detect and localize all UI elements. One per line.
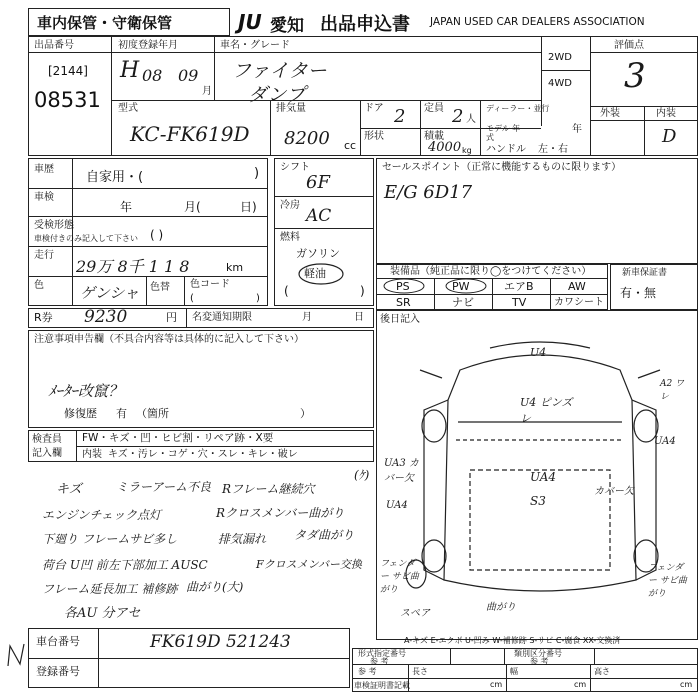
car-grade-value: ダンプ	[248, 84, 306, 106]
comment-f-cross-member: Fクロスメンバー交換	[256, 558, 362, 571]
fuel-label: 燃料	[280, 232, 300, 243]
notes-label: 注意事項申告欄（不具合内容等は具体的に記入して下さい）	[34, 334, 304, 345]
doors-label: ドア	[364, 103, 384, 114]
interior-label: 内装	[656, 108, 676, 119]
diagram-mark-a2: A2 ワレ	[660, 379, 685, 402]
repair-close: ）	[300, 407, 311, 420]
first-reg-year: 08	[142, 66, 163, 85]
lot-sub-number: [2144]	[48, 64, 88, 78]
color-code-close: )	[256, 293, 260, 304]
chassis-value: FK619D 521243	[150, 632, 291, 652]
car-name-value: ファイター	[232, 60, 327, 82]
equip-leather-seat: カワシート	[554, 297, 604, 308]
height-unit: cm	[680, 680, 693, 689]
warranty-label: 新車保証書	[622, 268, 668, 278]
receipt-paren: ( )	[150, 228, 164, 242]
handle-label: ハンドル	[486, 144, 526, 155]
diagram-legend: A-キズ E-エクボ U-凹み W-補修跡 S-サビ C-腐食 XX-交換済	[404, 636, 621, 645]
fuel-paren-open: (	[284, 284, 289, 298]
shift-value: 6F	[306, 172, 330, 193]
equip-navi: ナビ	[452, 296, 474, 309]
equip-airbag: エアB	[504, 280, 534, 293]
selling-points-block	[376, 158, 698, 264]
equip-tv: TV	[512, 296, 527, 309]
certificate-label: 車検証明書記載	[354, 681, 410, 690]
mileage-value: 29万 8千 1 1 8	[76, 257, 190, 276]
handle-options: 左・右	[538, 144, 568, 155]
diagram-mark-ua4-center: UA4	[530, 470, 557, 484]
rating-label: 評価点	[614, 40, 644, 51]
comment-bed: 荷台 U凹 前左下部加工 AUSC	[42, 558, 208, 572]
history-label: 車歴	[34, 164, 54, 175]
drive-2wd: 2WD	[548, 52, 572, 63]
comment-r-cross-member: Rクロスメンバー曲がり	[216, 506, 345, 520]
chassis-label: 車台番号	[36, 635, 80, 648]
specified-reference: 参 考	[370, 657, 389, 666]
vehicle-details-block	[28, 158, 268, 306]
storage-box	[28, 8, 230, 36]
diagram-mark-u4-top: U4	[530, 346, 547, 359]
registration-label: 登録番号	[36, 665, 80, 678]
length-unit: cm	[490, 680, 503, 689]
notice-day: 日	[354, 312, 364, 323]
selling-points-label: セールスポイント（正常に機能するものに限ります）	[382, 162, 622, 173]
ju-logo: JU	[238, 10, 262, 34]
comment-mirror-arm: ミラーアーム不良	[116, 480, 212, 494]
org-name: 愛知	[270, 16, 304, 36]
notice-month: 月	[302, 312, 312, 323]
storage-label: 車内保管・守衛保管	[37, 14, 173, 32]
repair-value: 有	[116, 407, 127, 420]
load-label: 積載	[424, 131, 444, 142]
exterior-label: 外装	[600, 108, 620, 119]
model-label: 型式	[118, 103, 138, 114]
recycle-unit: 円	[166, 311, 177, 324]
diagram-mark-ua4-right: UA4	[654, 436, 676, 447]
comment-r-frame: Rフレーム継続穴	[222, 482, 315, 496]
diagram-mark-s3: S3	[530, 494, 546, 508]
receipt-label: 受検形態	[34, 220, 74, 231]
post-entry-label: 後日記入	[380, 314, 420, 325]
equip-circles-icon	[382, 278, 498, 294]
width-unit: cm	[574, 680, 587, 689]
fuel-paren-close: )	[360, 284, 365, 298]
width-label: 幅	[510, 667, 518, 676]
inspector-row2: キズ・汚レ・コゲ・穴・スレ・キレ・破レ	[108, 449, 298, 460]
specified-number-label: 形式指定番号	[358, 649, 406, 658]
notes-line1: ﾒｰﾀｰ改竄？	[48, 382, 124, 400]
top-info-block	[28, 36, 698, 156]
recycle-label: R券	[34, 311, 53, 324]
dealer-label: ディーラー・並行	[486, 104, 550, 113]
mileage-unit: km	[226, 261, 244, 274]
diagram-mark-ua3: UA3 カバー欠	[384, 458, 419, 484]
color-swap-label: 色替	[150, 282, 170, 293]
equip-sr: SR	[396, 296, 411, 309]
model-value: KC-FK619D	[130, 122, 250, 146]
color-label: 色	[34, 280, 44, 291]
diagram-mark-bent: 曲がり	[486, 602, 516, 613]
first-reg-label: 初度登録年月	[118, 40, 178, 51]
inspector-row2-prefix: 内装	[82, 449, 102, 460]
car-name-label: 車名・グレード	[220, 40, 290, 51]
repair-paren: （箇所	[136, 407, 169, 420]
model-year-label: モデル 年式	[486, 124, 521, 142]
color-code-open: (	[190, 293, 194, 304]
equip-aw: AW	[568, 280, 586, 293]
color-code-label: 色コード	[190, 279, 230, 290]
first-reg-era: H	[120, 58, 140, 83]
diagram-mark-spare: スペア	[400, 608, 430, 619]
notice-label: 名変通知期限	[192, 312, 252, 323]
height-label: 高さ	[594, 667, 610, 676]
capacity-label: 定員	[424, 103, 444, 114]
inspection-month: 月(	[184, 200, 201, 214]
comment-bent-large: 曲がり(大)	[186, 580, 244, 594]
recycle-value: 9230	[84, 307, 128, 327]
comment-each-au: 各AU 分アセ	[64, 606, 141, 621]
equip-pw: PW	[452, 280, 470, 293]
inspector-row2-suffix: (ｹ)	[354, 468, 370, 482]
doors-value: 2	[394, 106, 406, 127]
length-label: 長さ	[412, 667, 428, 676]
displacement-unit: cc	[344, 139, 357, 152]
lot-label: 出品番号	[34, 40, 74, 51]
aircon-value: AC	[306, 206, 332, 226]
diagram-mark-cover-missing: カバー欠	[594, 486, 634, 497]
dim-reference: 参 考	[358, 667, 377, 676]
inspector-row1: FW・キズ・凹・ヒビ割・リペア跡・X要	[82, 432, 274, 444]
org-english: JAPAN USED CAR DEALERS ASSOCIATION	[430, 16, 645, 28]
category-reference: 参 考	[530, 657, 549, 666]
rating-value: 3	[624, 56, 646, 96]
warranty-options: 有・無	[620, 286, 657, 300]
history-close: )	[254, 166, 260, 181]
displacement-label: 排気量	[276, 103, 306, 114]
fuel-diesel: 軽油	[304, 267, 326, 280]
color-value: ゲンシャ	[80, 284, 140, 302]
fuel-gasoline: ガソリン	[296, 247, 340, 260]
interior-value: D	[662, 126, 677, 147]
diagram-mark-u4-mid: U4 ピンズレ	[520, 396, 573, 425]
category-number-label: 類別区分番号	[514, 649, 562, 658]
equipment-label: 装備品（純正品に限り◯をつけてください）	[390, 266, 592, 277]
first-reg-month: 09	[178, 66, 199, 85]
capacity-value: 2	[452, 106, 464, 127]
first-reg-month-suffix: 月	[202, 86, 212, 97]
aircon-label: 冷房	[280, 200, 300, 211]
comment-underbody-rust: 下廻り フレームサビ多し	[42, 532, 178, 546]
inspection-year: 年	[120, 200, 133, 214]
diagram-mark-fender-left: フェンダー サビ曲がり	[380, 559, 419, 595]
diagram-mark-ua4-left: UA4	[386, 500, 408, 511]
comment-bent: タダ曲がり	[294, 528, 355, 542]
comment-engine-check: エンジンチェック点灯	[42, 508, 162, 522]
inspection-label: 車検	[34, 192, 54, 203]
form-title: 出品申込書	[320, 14, 410, 35]
displacement-value: 8200	[284, 128, 330, 149]
load-value: 4000	[428, 140, 462, 155]
margin-n-mark-icon	[4, 640, 28, 670]
load-unit: kg	[462, 146, 472, 155]
comment-exhaust-leak: 排気漏れ	[218, 532, 267, 546]
capacity-unit: 人	[466, 114, 476, 125]
inspection-day: 日)	[240, 200, 257, 214]
history-value: 自家用・(	[86, 170, 144, 185]
fuel-diesel-circle-icon	[296, 262, 346, 286]
lot-number: 08531	[34, 88, 101, 112]
comment-frame-extension: フレーム延長加工 補修跡	[42, 582, 178, 596]
shift-label: シフト	[280, 162, 310, 173]
receipt-note: 車検付きのみ記入して下さい	[34, 234, 138, 243]
drive-4wd: 4WD	[548, 78, 572, 89]
comment-scratch: キズ	[56, 482, 82, 497]
selling-points-text: E/G 6D17	[384, 182, 473, 203]
model-year-suffix: 年	[572, 124, 582, 135]
shape-label: 形状	[364, 131, 384, 142]
mileage-label: 走行	[34, 250, 54, 261]
equip-ps: PS	[396, 280, 410, 293]
repair-label: 修復歴	[64, 407, 97, 420]
diagram-mark-fender-right: フェンダー サビ曲がり	[648, 563, 687, 599]
inspector-label1: 検査員	[32, 434, 62, 445]
inspector-label2: 記入欄	[32, 448, 62, 459]
